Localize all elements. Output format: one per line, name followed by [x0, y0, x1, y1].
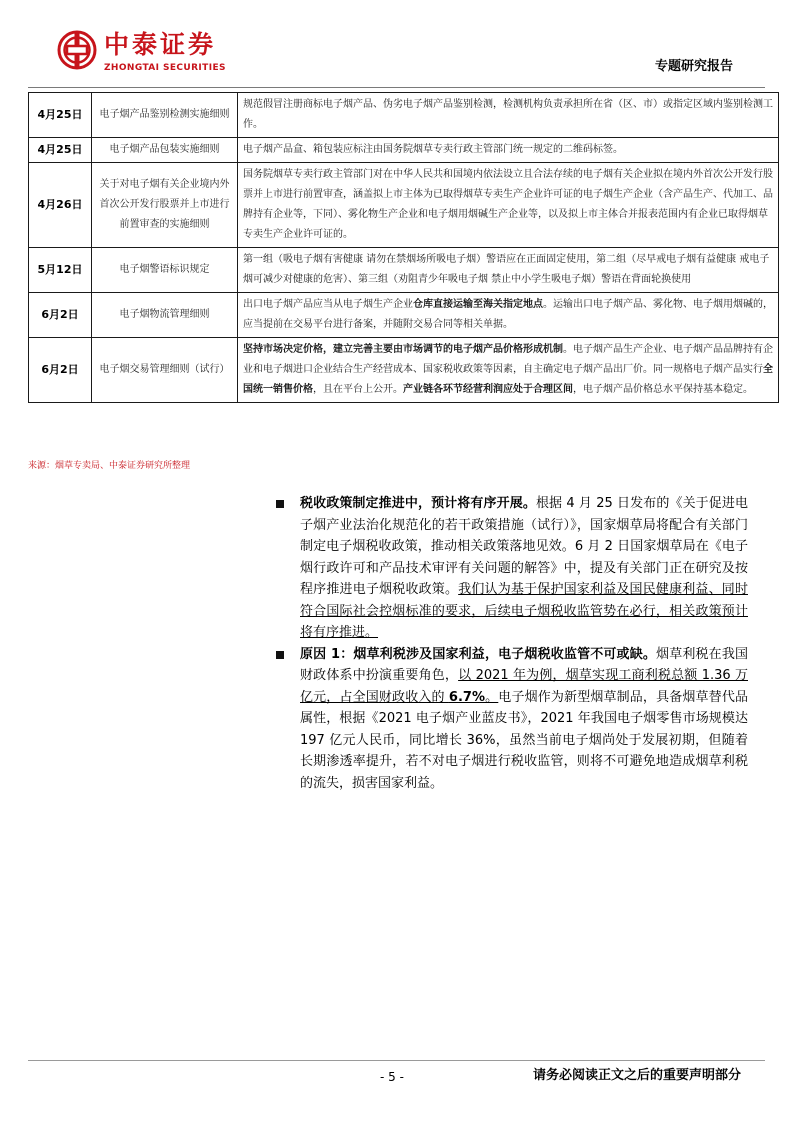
text-run: 以 2021 年为例，烟草实现工商利税总额 1.36 万亿元，占全国财政收入的 [300, 668, 748, 705]
table-source: 来源：烟草专卖局、中泰证券研究所整理 [28, 461, 191, 471]
row-date: 4月25日 [29, 138, 92, 163]
text-run: 我们认为基于保护国家利益及国民健康利益、同时符合国际社会控烟标准的要求，后续电子烟税收监管势在必行，相关政策预计将有序推进。 [300, 582, 748, 640]
bullet-paragraph [268, 493, 748, 644]
text-run: 原因 1：烟草利税涉及国家利益，电子烟税收监管不可或缺。 [300, 646, 657, 662]
page-number: - 5 - [380, 1070, 404, 1084]
text-run: 仓库直接运输至海关指定地点 [413, 299, 543, 310]
table-row [29, 163, 779, 248]
text-run: 规范假冒注册商标电子烟产品、伪劣电子烟产品鉴别检测，检测机构负责承担所在省（区、市）或指定区域内鉴别检测工作。 [243, 99, 773, 130]
policy-table [28, 92, 779, 403]
table-row [29, 248, 779, 293]
header-divider [28, 87, 765, 88]
text-run: 国务院烟草专卖行政主管部门对在中华人民共和国境内依法设立且合法存续的电子烟有关企业拟在境内外首次公开发行股票并上市进行前置审查，涵盖拟上市主体为已取得烟草专卖生产企业许可证的电子烟生产企业（含产品生产、代加工、品牌持有企业等，下同）、雾化物生产企业和电子烟用烟碱生产企业等，以及拟上市主体合并报表范围内有企业已取得烟草专卖生产企业许可证的。 [243, 169, 773, 240]
row-policy-name: 电子烟交易管理细则（试行） [92, 338, 238, 403]
row-date: 6月2日 [29, 293, 92, 338]
text-run: 根据 4 月 25 日发布的《关于促进电子烟产业法治化规范化的若干政策措施（试行）》，国家烟草局将配合有关部门制定电子烟税收政策，推动相关政策落地见效。6 月 2 日国家烟草局在《电子烟行政许可和产品技术审评有关问题的解答》中，提及有关部门正在研究及按程序推进电子烟税收政策。 [300, 496, 748, 597]
text-run: 。运输出口电子烟产品、雾化物、电子烟用烟碱的，应当提前在交易平台进行备案，并随附交易合同等相关单据。 [243, 299, 773, 330]
text-run: 全国统一销售价格 [243, 364, 773, 395]
row-description [238, 248, 779, 293]
text-run: 烟草利税在我国财政体系中扮演重要角色， [300, 646, 748, 683]
row-description [238, 138, 779, 163]
square-bullet-icon [276, 500, 284, 508]
bullet-list [268, 493, 748, 794]
row-policy-name: 电子烟产品鉴别检测实施细则 [92, 93, 238, 138]
text-run: ，且在平台上公开。 [313, 384, 403, 395]
text-run: 出口电子烟产品应当从电子烟生产企业 [243, 299, 413, 310]
text-run: 产业链各环节经营利润应处于合理区间 [403, 384, 573, 395]
brand-name-cn: 中泰证券 [104, 30, 217, 59]
row-date: 4月25日 [29, 93, 92, 138]
text-run: 。 [484, 689, 499, 705]
text-run: 第一组（吸电子烟有害健康 请勿在禁烟场所吸电子烟）警语应在正面固定使用，第二组（尽早戒电子烟有益健康 戒电子烟可减少对健康的危害）、第三组（劝阻青少年吸电子烟 禁止中小学生吸电子烟）警语在背面轮换使用 [243, 254, 770, 285]
text-run: 。电子烟产品生产企业、电子烟产品品牌持有企业和电子烟进口企业结合生产经营成本、国家税收政策等因素，自主确定电子烟产品出厂价。同一规格电子烟产品实行 [243, 344, 773, 375]
text-run: 税收政策制定推进中，预计将有序开展。 [300, 496, 536, 511]
row-policy-name: 关于对电子烟有关企业境内外首次公开发行股票并上市进行前置审查的实施细则 [92, 163, 238, 248]
table-row [29, 93, 779, 138]
row-date: 6月2日 [29, 338, 92, 403]
footer-divider [28, 1060, 765, 1061]
row-policy-name: 电子烟物流管理细则 [92, 293, 238, 338]
row-description [238, 338, 779, 403]
square-bullet-icon [276, 651, 284, 659]
brand-name-en: ZHONGTAI SECURITIES [104, 63, 226, 73]
row-date: 5月12日 [29, 248, 92, 293]
table-row [29, 138, 779, 163]
row-description [238, 163, 779, 248]
row-date: 4月26日 [29, 163, 92, 248]
table-row [29, 338, 779, 403]
text-run: 6.7% [448, 689, 485, 705]
row-description [238, 93, 779, 138]
text-run: 电子烟产品盒、箱包装应标注由国务院烟草专卖行政主管部门统一规定的二维码标签。 [243, 144, 623, 155]
row-policy-name: 电子烟警语标识规定 [92, 248, 238, 293]
text-run: ，电子烟产品价格总水平保持基本稳定。 [573, 384, 753, 395]
page-header [0, 0, 793, 90]
report-type: 专题研究报告 [654, 59, 733, 74]
bullet-paragraph [268, 644, 748, 795]
footer-disclaimer: 请务必阅读正文之后的重要声明部分 [532, 1068, 741, 1083]
zhongtai-logo-icon [57, 30, 97, 70]
table-row [29, 293, 779, 338]
text-run: 坚持市场决定价格，建立完善主要由市场调节的电子烟产品价格形成机制 [243, 344, 563, 355]
text-run: 电子烟作为新型烟草制品，具备烟草替代品属性，根据《2021 电子烟产业蓝皮书》，2021 年我国电子烟零售市场规模达 197 亿元人民币，同比增长 36%，虽然当前电子烟尚处于发展初期，但随着长期渗透率提升，若不对电子烟进行税收监管，则将不可避免地造成烟草利税的流失，损害国家利益。 [300, 689, 748, 791]
row-policy-name: 电子烟产品包装实施细则 [92, 138, 238, 163]
row-description [238, 293, 779, 338]
